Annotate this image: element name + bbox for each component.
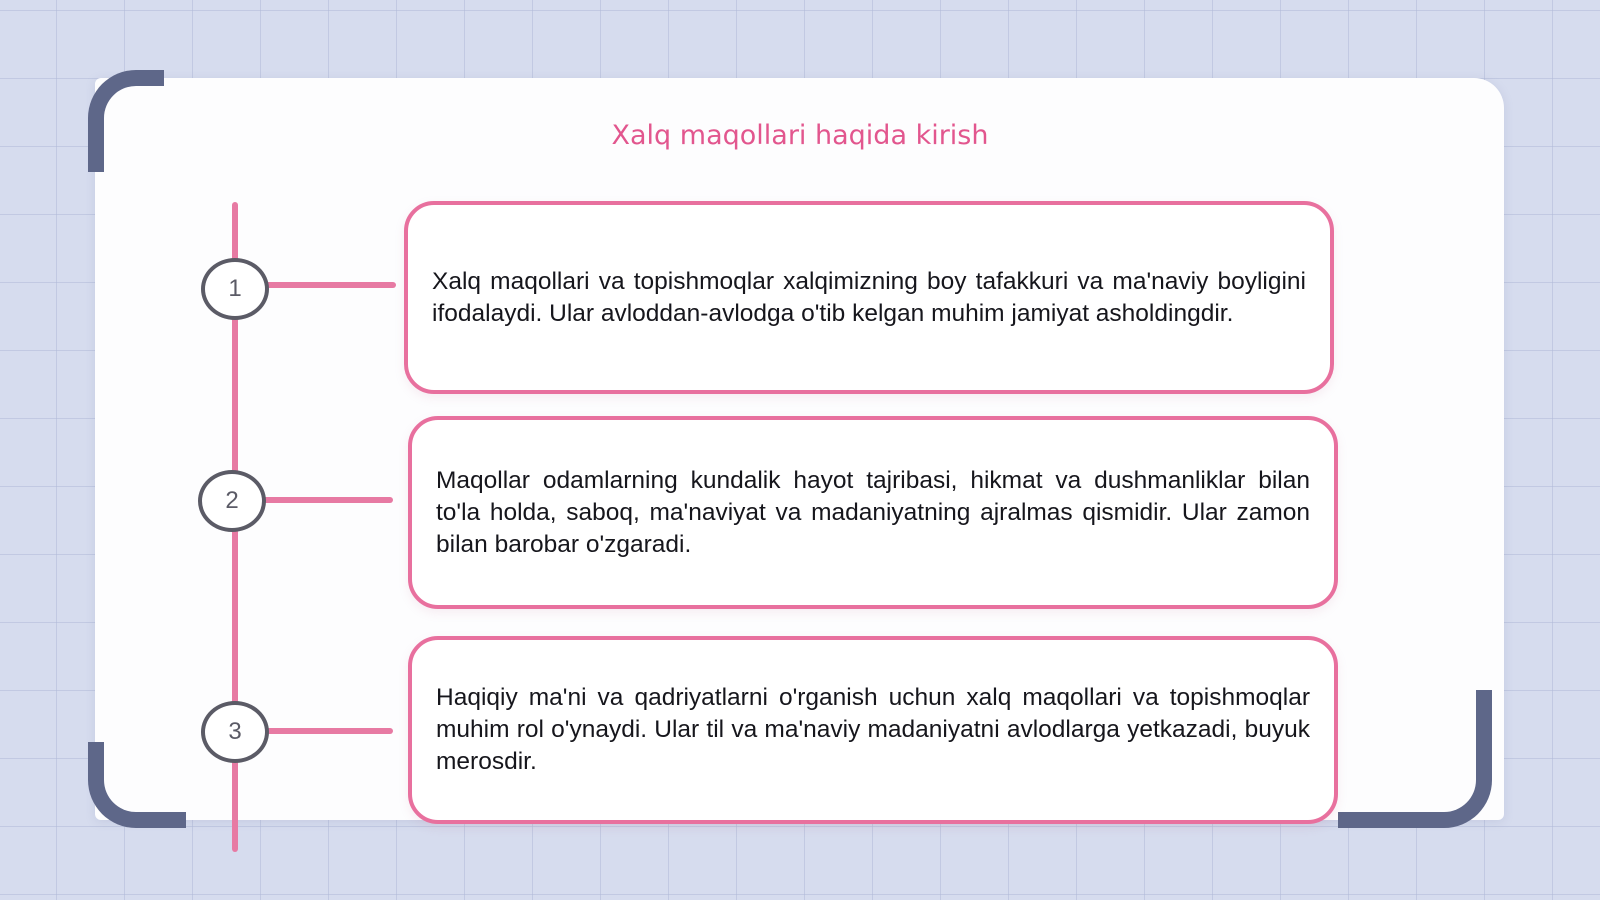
step-circle-3: 3	[201, 701, 269, 763]
card-1-text: Xalq maqollari va topishmoqlar xalqimizning boy tafakkuri va ma'naviy boyligini ifodalaydi. Ular avloddan-avlodga o'tib kelgan muhim jamiyat asholdingdir.	[432, 267, 1306, 327]
slide-title: Xalq maqollari haqida kirish	[611, 120, 989, 151]
card-3	[408, 636, 1338, 824]
card-1	[404, 201, 1334, 394]
corner-bracket-top-left	[88, 70, 164, 172]
corner-bracket-bottom-right	[1338, 690, 1492, 828]
step-circle-1: 1	[201, 258, 269, 320]
card-2-text: Maqollar odamlarning kundalik hayot tajribasi, hikmat va dushmanliklar bilan to'la holda, saboq, ma'naviyat va madaniyatning ajralmas qismidir. Ular zamon bilan barobar o'zgaradi.	[436, 466, 1310, 558]
corner-bracket-bottom-left	[88, 742, 186, 828]
card-2	[408, 416, 1338, 609]
card-3-text: Haqiqiy ma'ni va qadriyatlarni o'rganish uchun xalq maqollari va topishmoqlar muhim rol o'ynaydi. Ular til va ma'naviy madaniyatni avlodlarga yetkazadi, buyuk merosdir.	[436, 684, 1310, 775]
step-circle-2: 2	[198, 470, 266, 532]
